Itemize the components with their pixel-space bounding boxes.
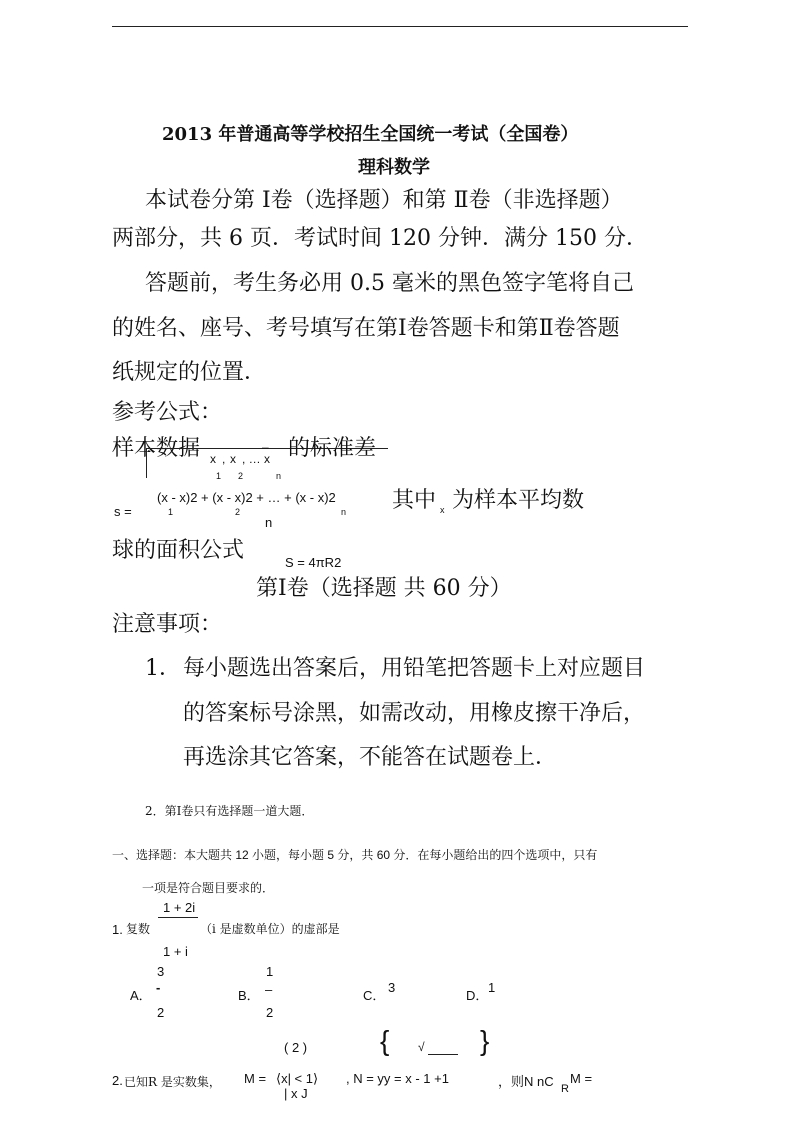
q2-tail-subscript: R (561, 1083, 569, 1095)
q2-n-set: , N = yy = x - 1 +1 (346, 1071, 449, 1086)
notes-heading: 注意事项： (112, 612, 223, 637)
q1-option-c-value: 3 (388, 980, 396, 995)
q2-m-equals: M = (244, 1071, 267, 1086)
q2-right-brace: } (480, 1025, 490, 1056)
q2-m-bottom: | x J (284, 1086, 308, 1101)
q1-option-a-bottom: 2 (157, 1005, 165, 1020)
q1-prefix: 复数 (126, 922, 151, 936)
sample-x1: x (210, 452, 216, 466)
formulas-heading: 参考公式： (112, 400, 223, 425)
num-sub-n: n (341, 507, 347, 517)
intro-line-2: 两部分，共 6 页．考试时间 120 分钟．满分 150 分． (112, 226, 648, 251)
intro-line-4: 的姓名、座号、考号填写在第Ⅰ卷答题卡和第Ⅱ卷答题 (112, 316, 620, 341)
sphere-formula: S = 4πR2 (285, 555, 342, 570)
sd-numerator: (x - x)2 + (x - x)2 + … + (x - x)2 (157, 490, 336, 505)
sample-bar: – (262, 440, 269, 454)
sqrt-symbol (146, 448, 147, 478)
num-sub-1: 1 (168, 507, 174, 517)
sd-suffix: 的标准差 (288, 436, 377, 461)
q1-option-c-label: C． (363, 988, 386, 1003)
sd-denominator: n (265, 515, 273, 530)
q1-number: 1. (112, 922, 123, 937)
q1-option-d-value: 1 (488, 980, 496, 995)
s-equals: s = (114, 504, 132, 519)
header-rule (112, 26, 688, 27)
q1-option-b-bottom: 2 (266, 1005, 274, 1020)
q1-option-a-label: A． (130, 988, 152, 1003)
q2-text: 已知R 是实数集， (124, 1075, 221, 1089)
note1-line-2: 的答案标号涂黑，如需改动，用橡皮擦干净后， (183, 701, 646, 726)
q1-option-b-top: 1 (266, 964, 274, 979)
mean-prefix: 其中 (392, 488, 437, 513)
part1-title: 第Ⅰ卷（选择题 共 60 分） (256, 576, 512, 601)
sub-1: 1 (216, 471, 222, 481)
q1-option-a-top: 3 (157, 964, 165, 979)
q1-denominator: 1 + i (163, 944, 188, 959)
intro-line-5: 纸规定的位置． (112, 360, 267, 385)
q1-numerator: 1 + 2i (163, 900, 196, 915)
exam-subject: 理科数学 (358, 157, 430, 178)
q2-number: 2. (112, 1073, 123, 1088)
q2-m-top: ( 2 ) (284, 1040, 308, 1055)
q1-fraction-bar (158, 917, 198, 918)
q2-tail: ，则N nC (498, 1074, 554, 1089)
num-sub-2: 2 (235, 507, 241, 517)
q1-option-b-bar: – (265, 982, 273, 997)
q1-option-a-bar: - (156, 980, 161, 995)
q1-suffix: （i 是虚数单位）的虚部是 (200, 922, 340, 936)
q1-option-b-label: B． (238, 988, 260, 1003)
section1-line-2: 一项是符合题目要求的． (142, 881, 275, 895)
sample-comma: , (222, 452, 226, 466)
sd-prefix: 样本数据 (112, 436, 201, 461)
intro-line-3: 答题前，考生务必用 0.5 毫米的黑色签字笔将自己 (145, 271, 634, 296)
intro-line-1: 本试卷分第 Ⅰ卷（选择题）和第 Ⅱ卷（非选择题） (145, 188, 623, 213)
mean-suffix: 为样本平均数 (452, 488, 585, 513)
sample-dots: , … x (242, 452, 271, 466)
sphere-label: 球的面积公式 (112, 538, 245, 563)
q2-left-brace: { (380, 1025, 390, 1056)
mean-x: x (440, 505, 445, 515)
sample-x2: x (230, 452, 236, 466)
note1-line-1: 每小题选出答案后，用铅笔把答题卡上对应题目 (183, 656, 646, 681)
sub-n: n (276, 471, 282, 481)
q2-m-middle: ⟨x| < 1⟩ (276, 1071, 319, 1086)
note1-line-3: 再选涂其它答案，不能答在试题卷上． (183, 745, 558, 770)
q2-sqrt-sign: √ (418, 1040, 425, 1054)
exam-title: 2013 年普通高等学校招生全国统一考试（全国卷） (162, 124, 579, 145)
q2-sqrt-overline (428, 1054, 458, 1055)
q1-option-d-label: D． (466, 988, 489, 1003)
section1-line-1: 一、选择题：本大题共 12 小题，每小题 5 分，共 60 分．在每小题给出的四个选项中，只有 (112, 848, 598, 862)
note1-number: 1． (145, 656, 181, 681)
q2-tail-end: M = (570, 1071, 593, 1086)
note2: 2．第Ⅰ卷只有选择题一道大题． (145, 804, 314, 818)
sub-2: 2 (238, 471, 244, 481)
